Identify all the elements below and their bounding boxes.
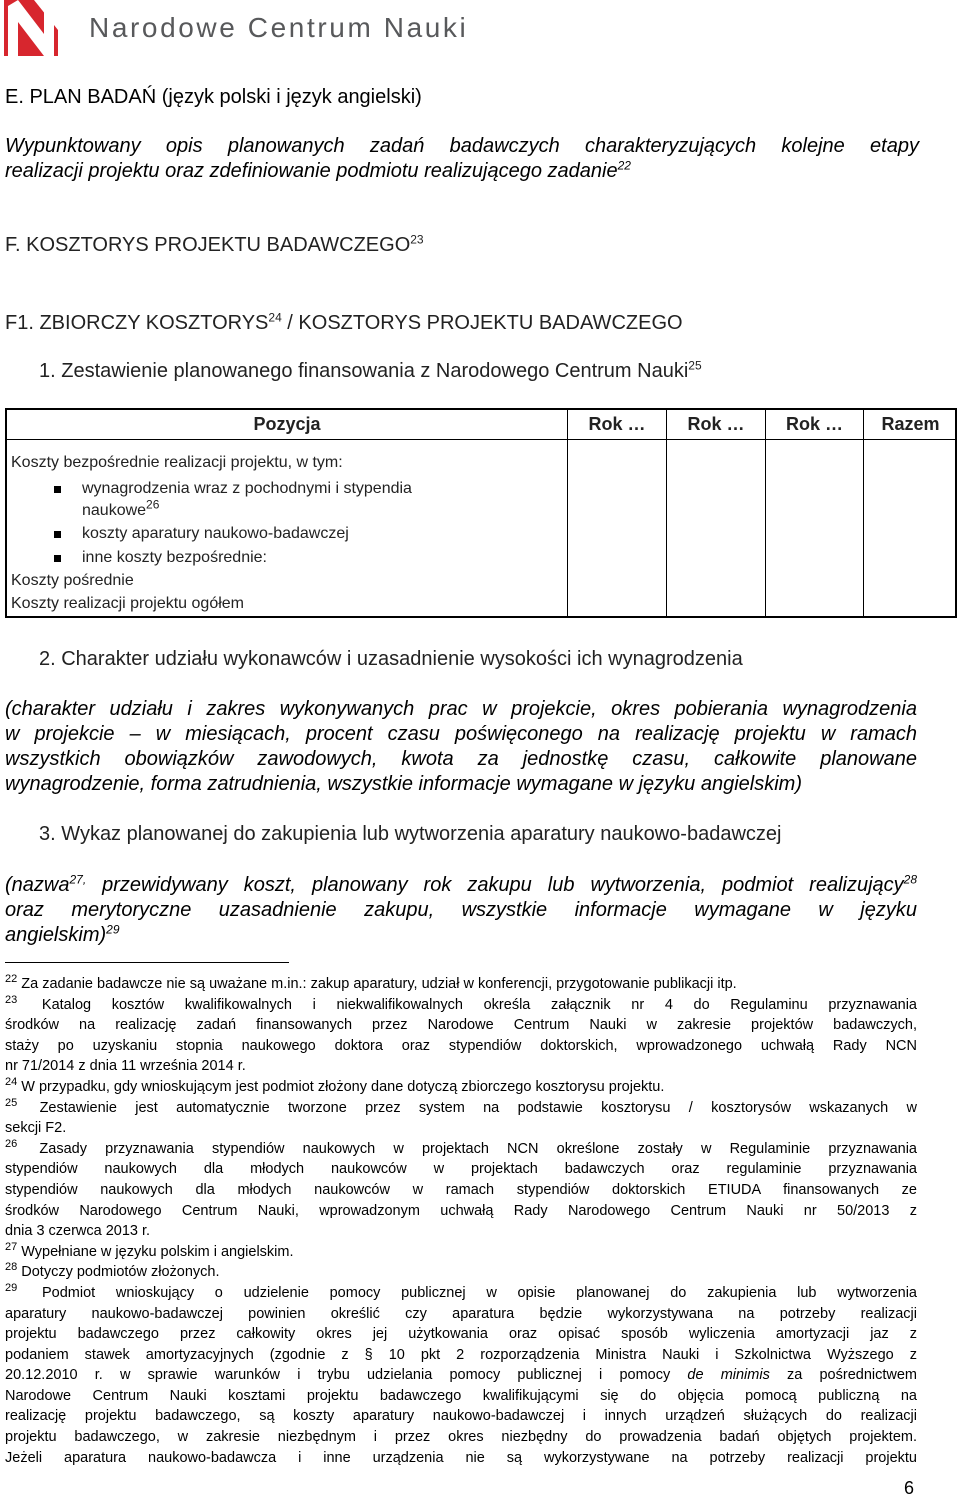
footnote-ref: 23 xyxy=(410,232,424,247)
footnote-ref: 24 xyxy=(268,310,282,325)
footnote-separator xyxy=(5,962,289,963)
footnotes xyxy=(5,974,917,1468)
item1-title: 1. Zestawienie planowanego finansowania z Narodowego Centrum Nauki$^{25}$ xyxy=(39,358,702,382)
col-header-pozycja: Pozycja xyxy=(7,410,568,440)
year-1-cell[interactable] xyxy=(568,440,667,616)
year-2-cell[interactable] xyxy=(667,440,766,616)
page-number: 6 xyxy=(904,1478,915,1498)
section-e-title: E. PLAN BADAŃ (język polski i język angielski) xyxy=(5,86,422,108)
footnote-26: $^{26}$ Zasady przyznawania stypendiów naukowych w projektach NCN określone zostały w Regulaminie przyznawania stypendiów naukowych dla młodych naukowców w projektach badawczych oraz regulaminie przyznawania stypendiów naukowych dla młodych naukowców w ramach stypendiów doktorskich ETIUDA finansowanych ze środków Narodowego Centrum Nauki, wprowadzonym uchwałą Rady Narodowego Centrum Nauki nr 50/2013 z dnia 3 czerwca 2013 r. xyxy=(5,1137,918,1240)
bullet-icon xyxy=(54,486,61,493)
item2-title: 2. Charakter udziału wykonawców i uzasadnienie wysokości ich wynagrodzenia xyxy=(39,648,743,670)
footnote-23: $^{23}$ Katalog kosztów kwalifikowalnych i niekwalifikowalnych określa załącznik nr 4 do Regulaminu przyznawania środków na realizację zadań finansowanych przez Narodowe Centrum Nauki w zakresie projektów badawczych, staży po uzyskaniu stopnia naukowego doktora oraz stypendiów doktorskich, wprowadzonego uchwałą Rady NCN nr 71/2014 z dnia 11 września 2014 r. xyxy=(5,993,917,1075)
footnote-24: $^{24}$ W przypadku, gdy wnioskującym jest podmiot złożony dane dotyczą zbiorczego kosztorysu projektu. xyxy=(5,1076,665,1095)
footnote-ref: 22 xyxy=(617,158,631,173)
financing-table xyxy=(5,408,957,618)
ncn-logo-mark xyxy=(4,0,58,56)
footnote-29: $^{29}$ Podmiot wnioskujący o udzielenie pomocy publicznej w opisie planowanej do zakupienia lub wytworzenia aparatury naukowo-badawczej powinien określić czy aparatura będzie wykorzystywana na potrzeby realizacji projektu badawczego przez całkowity okres jej użytkowania oraz opisać sposób wyliczenia amortyzacji jaz z podaniem stawek amortyzacyjnych (zgodnie z § 10 pkt 2 rozporządzenia Ministra Nauki i Szkolnictwa Wyższego z 20.12.2010 r. w sprawie warunków i trybu udzielania pomocy publicznej i pomocy de minimis za pośrednictwem Narodowe Centrum Nauki kosztami projektu badawczego kwalifikującymi się do objęcia pomocą publiczną na realizację projektu badawczego, są koszty aparatury naukowo-badawczej i innych urządzeń służących do realizacji projektu badawczego, w zakresie niezbędnym i przez okres niezbędny do prowadzenia badań objętych projektem. Jeżeli aparatura naukowo-badawcza i inne urządzenia nie są wykorzystywane na potrzeby realizacji projektu xyxy=(5,1282,917,1466)
bullet-icon xyxy=(54,531,61,538)
ncn-logo-text: Narodowe Centrum Nauki xyxy=(89,12,469,43)
row-salaries-line1: wynagrodzenia wraz z pochodnymi i stypendia xyxy=(82,480,412,497)
col-header-year-1: Rok … xyxy=(568,410,667,440)
section-e-description: Wypunktowany opis planowanych zadań badawczych charakteryzujących kolejne etapy realizacji projektu oraz zdefiniowanie podmiotu realizującego zadanie$^{22}$ xyxy=(5,135,919,182)
row-other-direct-costs: inne koszty bezpośrednie: xyxy=(82,549,267,566)
item3-title: 3. Wykaz planowanej do zakupienia lub wytworzenia aparatury naukowo-badawczej xyxy=(39,823,782,845)
col-header-total: Razem xyxy=(864,410,957,440)
footnote-22: $^{22}$ Za zadanie badawcze nie są uważane m.in.: zakup aparatury, udział w konferencji, przygotowanie publikacji itp. xyxy=(5,973,737,992)
section-f1-title: F1. ZBIORCZY KOSZTORYS$^{24}$ / KOSZTORYS PROJEKTU BADAWCZEGO xyxy=(5,310,683,334)
footnote-ref: 29 xyxy=(106,922,120,937)
row-indirect-costs: Koszty pośrednie xyxy=(11,572,134,589)
footnote-27: $^{27}$ Wypełniane w języku polskim i angielskim. xyxy=(5,1240,294,1260)
item3-description: (nazwa$^{27,}$ przewidywany koszt, planowany rok zakupu lub wytworzenia, podmiot realizujący$^{28}$ oraz merytoryczne uzasadnienie zakupu, wszystkie informacje wymagane w języku angielskim)$^{29}$ xyxy=(5,872,917,946)
footnote-ref: 28 xyxy=(903,872,917,887)
footnote-ref: 25 xyxy=(688,358,702,373)
row-equipment-costs: koszty aparatury naukowo-badawczej xyxy=(82,525,349,542)
year-3-cell[interactable] xyxy=(766,440,864,616)
row-total-costs: Koszty realizacji projektu ogółem xyxy=(11,595,244,612)
total-cell[interactable] xyxy=(864,440,957,616)
item2-description: (charakter udziału i zakres wykonywanych prac w projekcie, okres pobierania wynagrodzenia w projekcie – w miesiącach, procent czasu poświęconego na realizację projektu w ramach wszystkich obowiązków zawodowych, kwota za jednostkę czasu, całkowite planowane wynagrodzenie, forma zatrudnienia, wszystkie informacje wymagane w języku angielskim) xyxy=(5,698,917,795)
footnote-28: $^{28}$ Dotyczy podmiotów złożonych. xyxy=(5,1261,220,1281)
row-direct-costs: Koszty bezpośrednie realizacji projektu, w tym: xyxy=(11,454,343,471)
footnote-ref: 26 xyxy=(146,497,160,512)
col-header-year-2: Rok … xyxy=(667,410,766,440)
footnote-ref: 27, xyxy=(69,872,87,887)
col-header-year-3: Rok … xyxy=(766,410,864,440)
row-salaries-line2: naukowe$^{26}$ xyxy=(82,497,160,519)
bullet-icon xyxy=(54,555,61,562)
section-f-title: F. KOSZTORYS PROJEKTU BADAWCZEGO$^{23}$ xyxy=(5,232,424,256)
footnote-25: $^{25}$ Zestawienie jest automatycznie tworzone przez system na podstawie kosztorysu / kosztorysów wskazanych w sekcji F2. xyxy=(5,1096,917,1137)
